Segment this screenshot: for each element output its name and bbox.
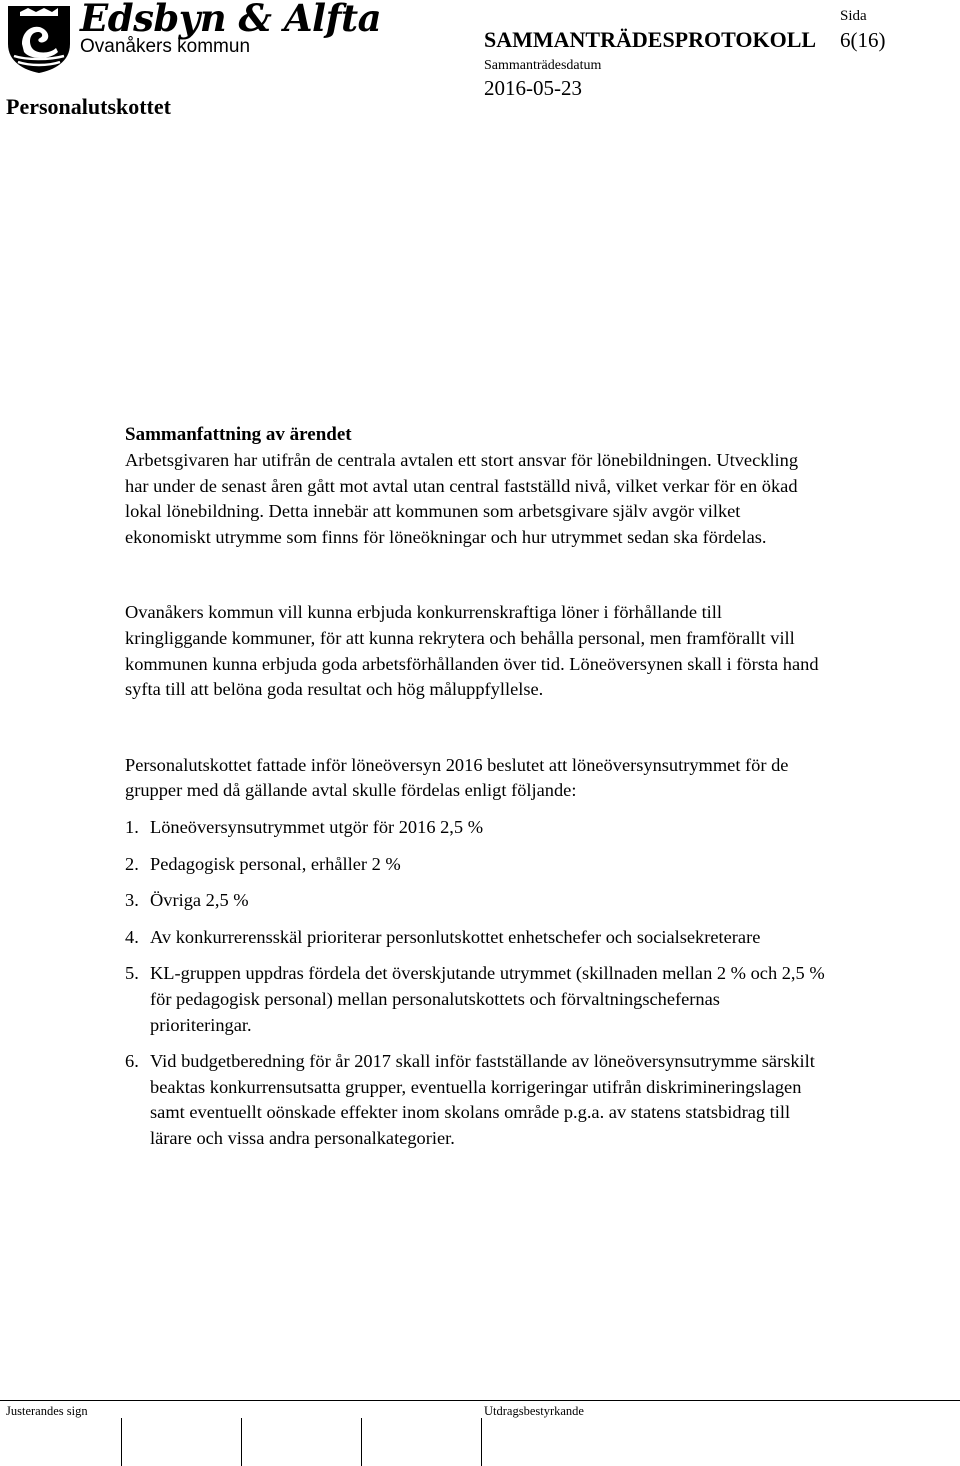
signature-footer (0, 1400, 960, 1466)
list-item: 6. Vid budgetberedning för år 2017 skall inför fastställande av löneöversynsutrymme särskilt beaktas konkurrensutsatta grupper, eventuella korrigeringar utifrån diskrimineringslagen samt eventuellt oönskade effekter inom skolans område p.g.a. av statens statsbidrag till lärare och vissa andra personalkategorier. (125, 1051, 815, 1148)
paragraph: Ovanåkers kommun vill kunna erbjuda konkurrenskraftiga löner i förhållande till kringliggande kommuner, för att kunna rekrytera och behålla personal, men framförallt vill kommunen kunna erbjuda goda arbetsförhållanden över tid. Löneöversynen skall i första hand syfta till att belöna goda resultat och hög måluppfyllelse. (125, 602, 819, 700)
swan-shield-icon (6, 4, 72, 74)
signature-box-divider (121, 1418, 122, 1466)
page-label: Sida (840, 8, 867, 24)
list-item: 3. Övriga 2,5 % (125, 890, 249, 911)
list-item: 4. Av konkurrerensskäl prioriterar personlutskottet enhetschefer och socialsekreterare (125, 926, 761, 947)
document-body (125, 422, 825, 1162)
page-number: 6(16) (840, 28, 886, 52)
document-title: SAMMANTRÄDESPROTOKOLL (484, 27, 817, 52)
list-item: 5. KL-gruppen uppdras fördela det överskjutande utrymmet (skillnaden mellan 2 % och 2,5 % för pedagogisk personal) mellan personalutskottets och förvaltningschefernas prioriteringar. (125, 963, 825, 1035)
section-heading: Sammanfattning av ärendet (125, 424, 352, 445)
signature-box-divider (241, 1418, 242, 1466)
decision-list (125, 815, 825, 1152)
utdragsbestyrkande-label: Utdragsbestyrkande (484, 1404, 584, 1418)
municipality-logo (6, 4, 72, 74)
list-item: 1. Löneöversynsutrymmet utgör för 2016 2,5 % (125, 816, 484, 837)
signature-box-divider (481, 1418, 482, 1466)
paragraph: Arbetsgivaren har utifrån de centrala avtalen ett stort ansvar för lönebildningen. Utveckling har under de senast åren gått mot avtal utan central fastställd nivå, vilket verkar för en ökad lokal lönebildning. Detta innebär att kommunen som arbetsgivare själv avgör vilket ekonomiskt utrymme som finns för löneökningar och hur utrymmet sedan ska fördelas. (125, 450, 799, 547)
meeting-date-label: Sammanträdesdatum (484, 58, 602, 73)
meeting-date: 2016-05-23 (484, 76, 582, 100)
brand-title: Edsbyn & Alfta (80, 0, 382, 40)
list-item: 2. Pedagogisk personal, erhåller 2 % (125, 853, 401, 874)
paragraph: Personalutskottet fattade inför löneöversyn 2016 beslutet att löneöversynsutrymmet för de grupper med då gällande avtal skulle fördelas enligt följande: (125, 754, 789, 801)
signature-box-divider (361, 1418, 362, 1466)
department-name: Personalutskottet (6, 94, 171, 119)
brand-subtitle: Ovanåkers kommun (80, 36, 251, 57)
footer-divider (0, 1400, 960, 1401)
justerandes-sign-label: Justerandes sign (6, 1404, 88, 1418)
